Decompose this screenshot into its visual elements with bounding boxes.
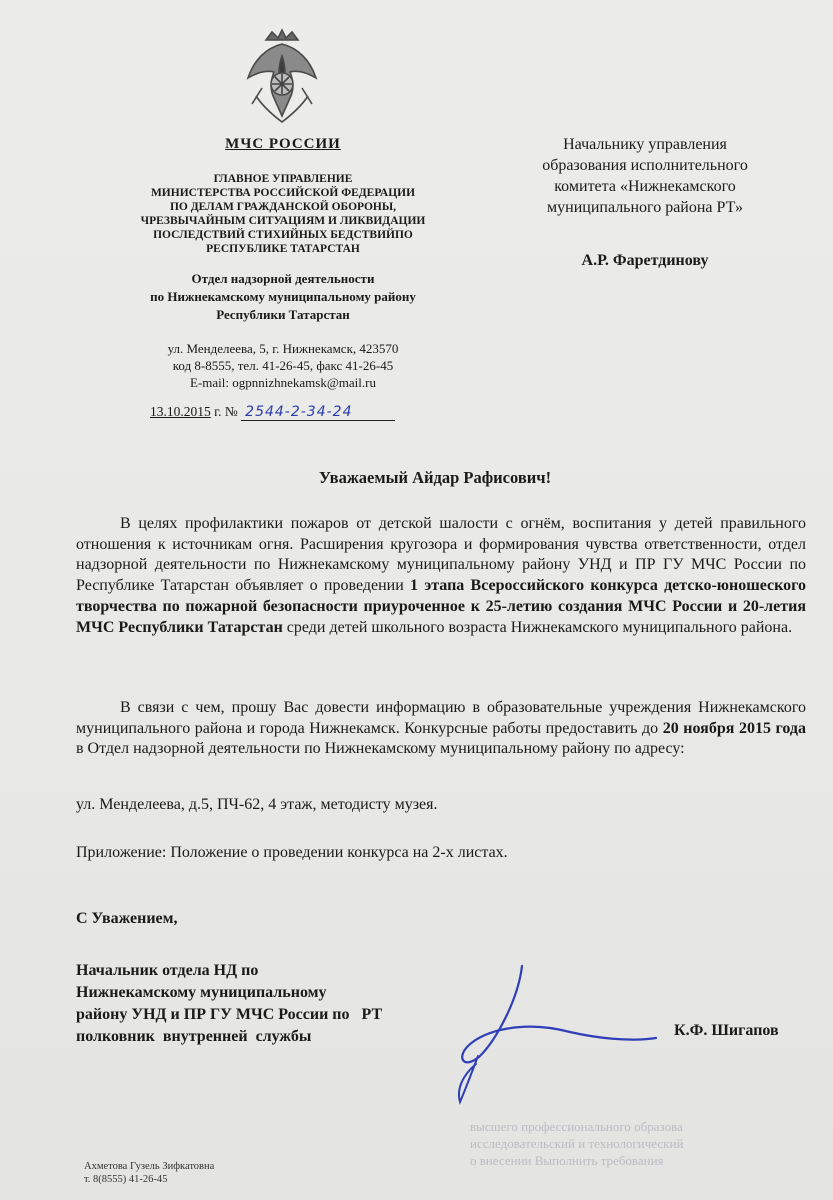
p1-text-end: среди детей школьного возраста Нижнекамского муниципального района. <box>282 618 793 636</box>
body-paragraph-1 <box>76 514 806 638</box>
dept-line: Республики Татарстан <box>216 307 350 322</box>
letter-number-label: г. № <box>210 404 238 419</box>
p1-contest-name: 1 этапа Всероссийского конкурса детско-юношеского творчества по пожарной безопасности приуроченное к 25-летию создания МЧС России и 20-летия МЧС Республики Татарстан <box>76 577 806 636</box>
bleed-through-text <box>470 1118 683 1169</box>
executor-info <box>84 1160 214 1186</box>
org-head-line: ПО ДЕЛАМ ГРАЖДАНСКОЙ ОБОРОНЫ, <box>169 201 397 213</box>
body-address: ул. Менделеева, д.5, ПЧ-62, 4 этаж, методисту музея. <box>76 796 438 813</box>
dept-line: по Нижнекамскому муниципальному району <box>150 289 416 304</box>
org-contacts <box>96 340 470 391</box>
dept-line: Отдел надзорной деятельности <box>191 271 375 286</box>
regards: С Уважением, <box>76 910 178 927</box>
executor-name: Ахметова Гузель Зифкатовна <box>84 1161 215 1172</box>
addressee-block <box>500 134 790 218</box>
bleed-line: высшего профессионального образова <box>470 1119 683 1134</box>
signer-position: Начальник отдела НД по Нижнекамскому муниципальному району УНД и ПР ГУ МЧС России по РТ полковник внутренней службы <box>76 962 383 1045</box>
greeting: Уважаемый Айдар Рафисович! <box>318 468 552 487</box>
p2-deadline: 20 ноября 2015 года <box>662 719 806 737</box>
letter-number: 2544-2-34-24 <box>241 404 395 421</box>
org-main-directorate <box>96 172 470 256</box>
org-head-line: ГЛАВНОЕ УПРАВЛЕНИЕ <box>213 173 353 185</box>
p2-text: В связи с чем, прошу Вас довести информацию в образовательные учреждения Нижнекамского муниципального района и города Нижнекамск. Конкурсные работы предоставить до <box>76 699 806 737</box>
org-name: МЧС РОССИИ <box>225 136 341 152</box>
org-head-line: РЕСПУБЛИКЕ ТАТАРСТАН <box>206 243 360 255</box>
addressee-line: Начальнику управления <box>563 136 727 153</box>
contact-phone: код 8-8555, тел. 41-26-45, факс 41-26-45 <box>172 358 394 373</box>
registration-line <box>150 404 395 421</box>
addressee-name: А.Р. Фаретдинову <box>581 252 709 269</box>
p1-text: В целях профилактики пожаров от детской шалости с огнём, воспитания у детей правильного отношения к источникам огня. Расширения кругозора и формирования чувства ответственности, отдел надзорной деятельности по Нижнекамскому муниципальному району УНД и ПР ГУ МЧС России по Республике Татарстан объявляет о проведении <box>76 515 806 595</box>
bleed-line: исследовательский и технологический <box>470 1136 684 1151</box>
org-head-line: МИНИСТЕРСТВА РОССИЙСКОЙ ФЕДЕРАЦИИ <box>150 187 416 199</box>
org-head-line: ПОСЛЕДСТВИЙ СТИХИЙНЫХ БЕДСТВИЙПО <box>153 229 413 241</box>
letter-date: 13.10.2015 <box>150 404 211 419</box>
addressee-line: муниципального района РТ» <box>547 199 743 216</box>
p2-text-end: в Отдел надзорной деятельности по Нижнекамскому муниципальному району по адресу: <box>76 740 685 758</box>
addressee-line: комитета «Нижнекамского <box>554 178 736 195</box>
handwritten-signature-icon <box>420 960 660 1110</box>
appendix-note: Приложение: Положение о проведении конкурса на 2-х листах. <box>76 844 508 861</box>
mchs-eagle-emblem-icon <box>236 26 328 130</box>
org-head-line: ЧРЕЗВЫЧАЙНЫМ СИТУАЦИЯМ И ЛИКВИДАЦИИ <box>140 215 426 227</box>
signer-name: К.Ф. Шигапов <box>674 1022 779 1039</box>
contact-email: E-mail: ogpnnizhnekamsk@mail.ru <box>190 375 376 390</box>
bleed-line: о внесении Выполнить требования <box>470 1153 664 1168</box>
contact-address: ул. Менделеева, 5, г. Нижнекамск, 423570 <box>167 341 399 356</box>
addressee-line: образования исполнительного <box>542 157 748 174</box>
org-department <box>96 270 470 324</box>
executor-phone: т. 8(8555) 41-26-45 <box>84 1174 168 1185</box>
body-paragraph-2 <box>76 698 806 760</box>
